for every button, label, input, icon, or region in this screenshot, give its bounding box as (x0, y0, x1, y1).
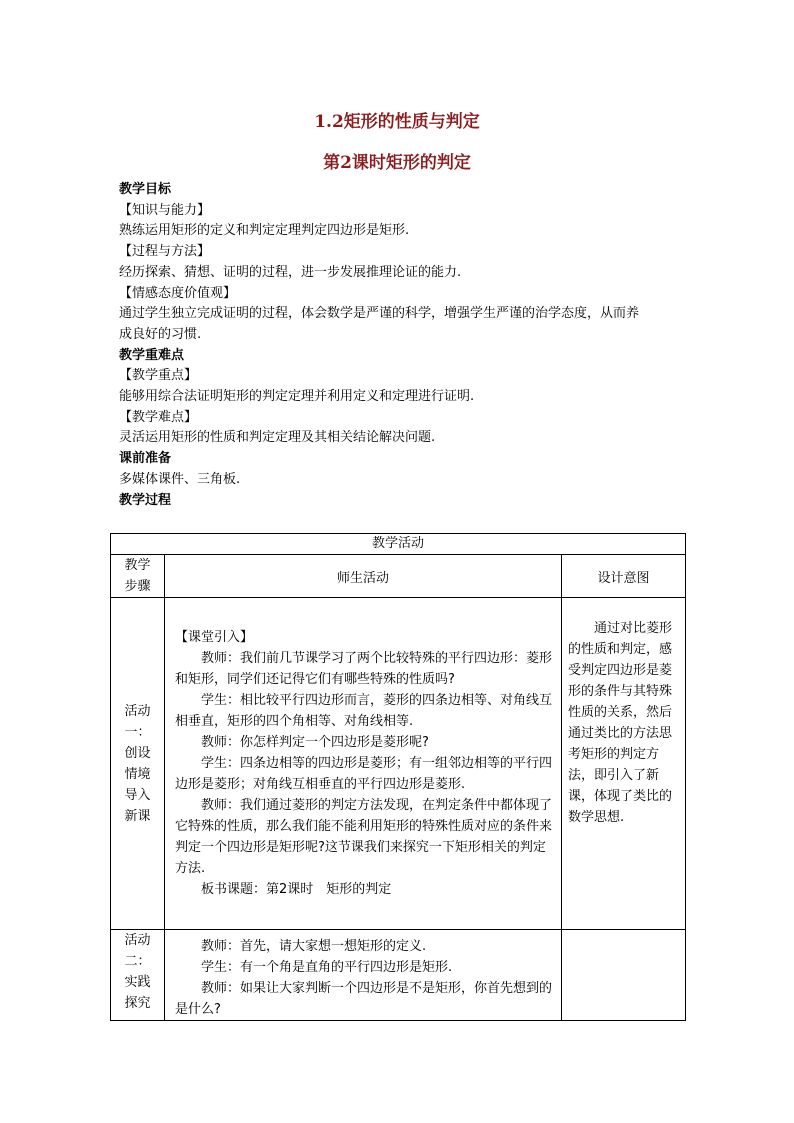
column-header-step (111, 555, 165, 598)
process-label: 【过程与方法】 (119, 244, 211, 260)
dialogue-line: 教师：我们通过菱形的判定方法发现，在判定条件中都体现了它特殊的性质，那么我们能不能利用矩形的特殊性质对应的条件来判定一个四边形是矩形呢?这节课我们来探究一下矩形相关的判定方法. (175, 798, 553, 876)
knowledge-label: 【知识与能力】 (119, 202, 211, 218)
design-cell (562, 598, 686, 930)
step-cell (111, 930, 165, 1021)
keypoints-heading: 教学重难点 (119, 347, 185, 363)
document-subtitle: 第2课时矩形的判定 (323, 153, 471, 173)
emotion-label: 【情感态度价值观】 (119, 285, 237, 301)
document-body (119, 180, 689, 511)
column-header-activity: 师生活动 (165, 555, 562, 598)
dialogue-line: 教师：你怎样判定一个四边形是菱形呢? (201, 735, 429, 750)
column-header-step-line-2: 步骤 (124, 579, 151, 594)
step-cell (111, 598, 165, 930)
step-line: 活动 (124, 933, 151, 948)
knowledge-text: 熟练运用矩形的定义和判定定理判定四边形是矩形. (119, 223, 410, 239)
dialogue-line: 学生：相比较平行四边形而言，菱形的四条边相等、对角线互相垂直，矩形的四个角相等、对角线相等. (175, 693, 553, 729)
table-row (111, 930, 686, 1021)
step-line: 探究 (124, 996, 151, 1011)
dialogue-line: 学生：有一个角是直角的平行四边形是矩形. (201, 960, 453, 975)
step-line: 一： (124, 724, 151, 740)
difficulty-label: 【教学难点】 (119, 409, 198, 425)
prep-heading: 课前准备 (119, 451, 172, 467)
activity-cell (165, 598, 562, 930)
lesson-table (110, 533, 686, 1021)
process-heading: 教学过程 (119, 492, 172, 508)
step-line: 活动 (124, 703, 151, 719)
dialogue-line: 板书课题：第2课时 矩形的判定 (201, 882, 392, 897)
focus-label: 【教学重点】 (119, 368, 198, 384)
table-header: 教学活动 (111, 534, 686, 555)
dialogue-line: 学生：四条边相等的四边形是菱形；有一组邻边相等的平行四边形是菱形；对角线互相垂直的平行四边形是菱形. (175, 756, 553, 792)
step-line: 情境 (124, 766, 151, 782)
difficulty-text: 灵活运用矩形的性质和判定定理及其相关结论解决问题. (119, 430, 436, 446)
process-text: 经历探索、猜想、证明的过程，进一步发展推理论证的能力. (119, 264, 462, 280)
focus-text: 能够用综合法证明矩形的判定定理并利用定义和定理进行证明. (119, 389, 475, 405)
step-line: 实践 (124, 975, 151, 990)
step-line: 导入 (124, 787, 151, 803)
dialogue-line: 教师：我们前几节课学习了两个比较特殊的平行四边形：菱形和矩形，同学们还记得它们有哪些特殊的性质吗? (175, 651, 553, 687)
dialogue-line: 教师：首先，请大家想一想矩形的定义. (201, 939, 427, 954)
objectives-heading: 教学目标 (119, 182, 172, 197)
dialogue-line: 教师：如果让大家判断一个四边形是不是矩形，你首先想到的是什么? (175, 981, 553, 1017)
activity-cell (165, 930, 562, 1021)
step-line: 二： (124, 954, 151, 969)
design-cell (562, 930, 686, 1021)
step-line: 创设 (124, 745, 151, 761)
step-line: 新课 (124, 808, 151, 824)
emotion-text-line-2: 成良好的习惯. (119, 326, 202, 342)
emotion-text-line-1: 通过学生独立完成证明的过程，体会数学是严谨的科学，增强学生严谨的治学态度，从而养 (119, 306, 640, 322)
column-header-step-line-1: 教学 (124, 558, 151, 573)
prep-text: 多媒体课件、三角板. (119, 471, 241, 487)
intro-label: 【课堂引入】 (175, 630, 254, 645)
column-header-design: 设计意图 (562, 555, 686, 598)
table-row (111, 598, 686, 930)
design-text: 通过对比菱形的性质和判定，感受判定四边形是菱形的条件与其特殊性质的关系，然后通过类比的方法思考矩形的判定方法，即引入了新课，体现了类比的数学思想. (568, 621, 673, 825)
document-title: 1.2矩形的性质与判定 (314, 112, 480, 132)
